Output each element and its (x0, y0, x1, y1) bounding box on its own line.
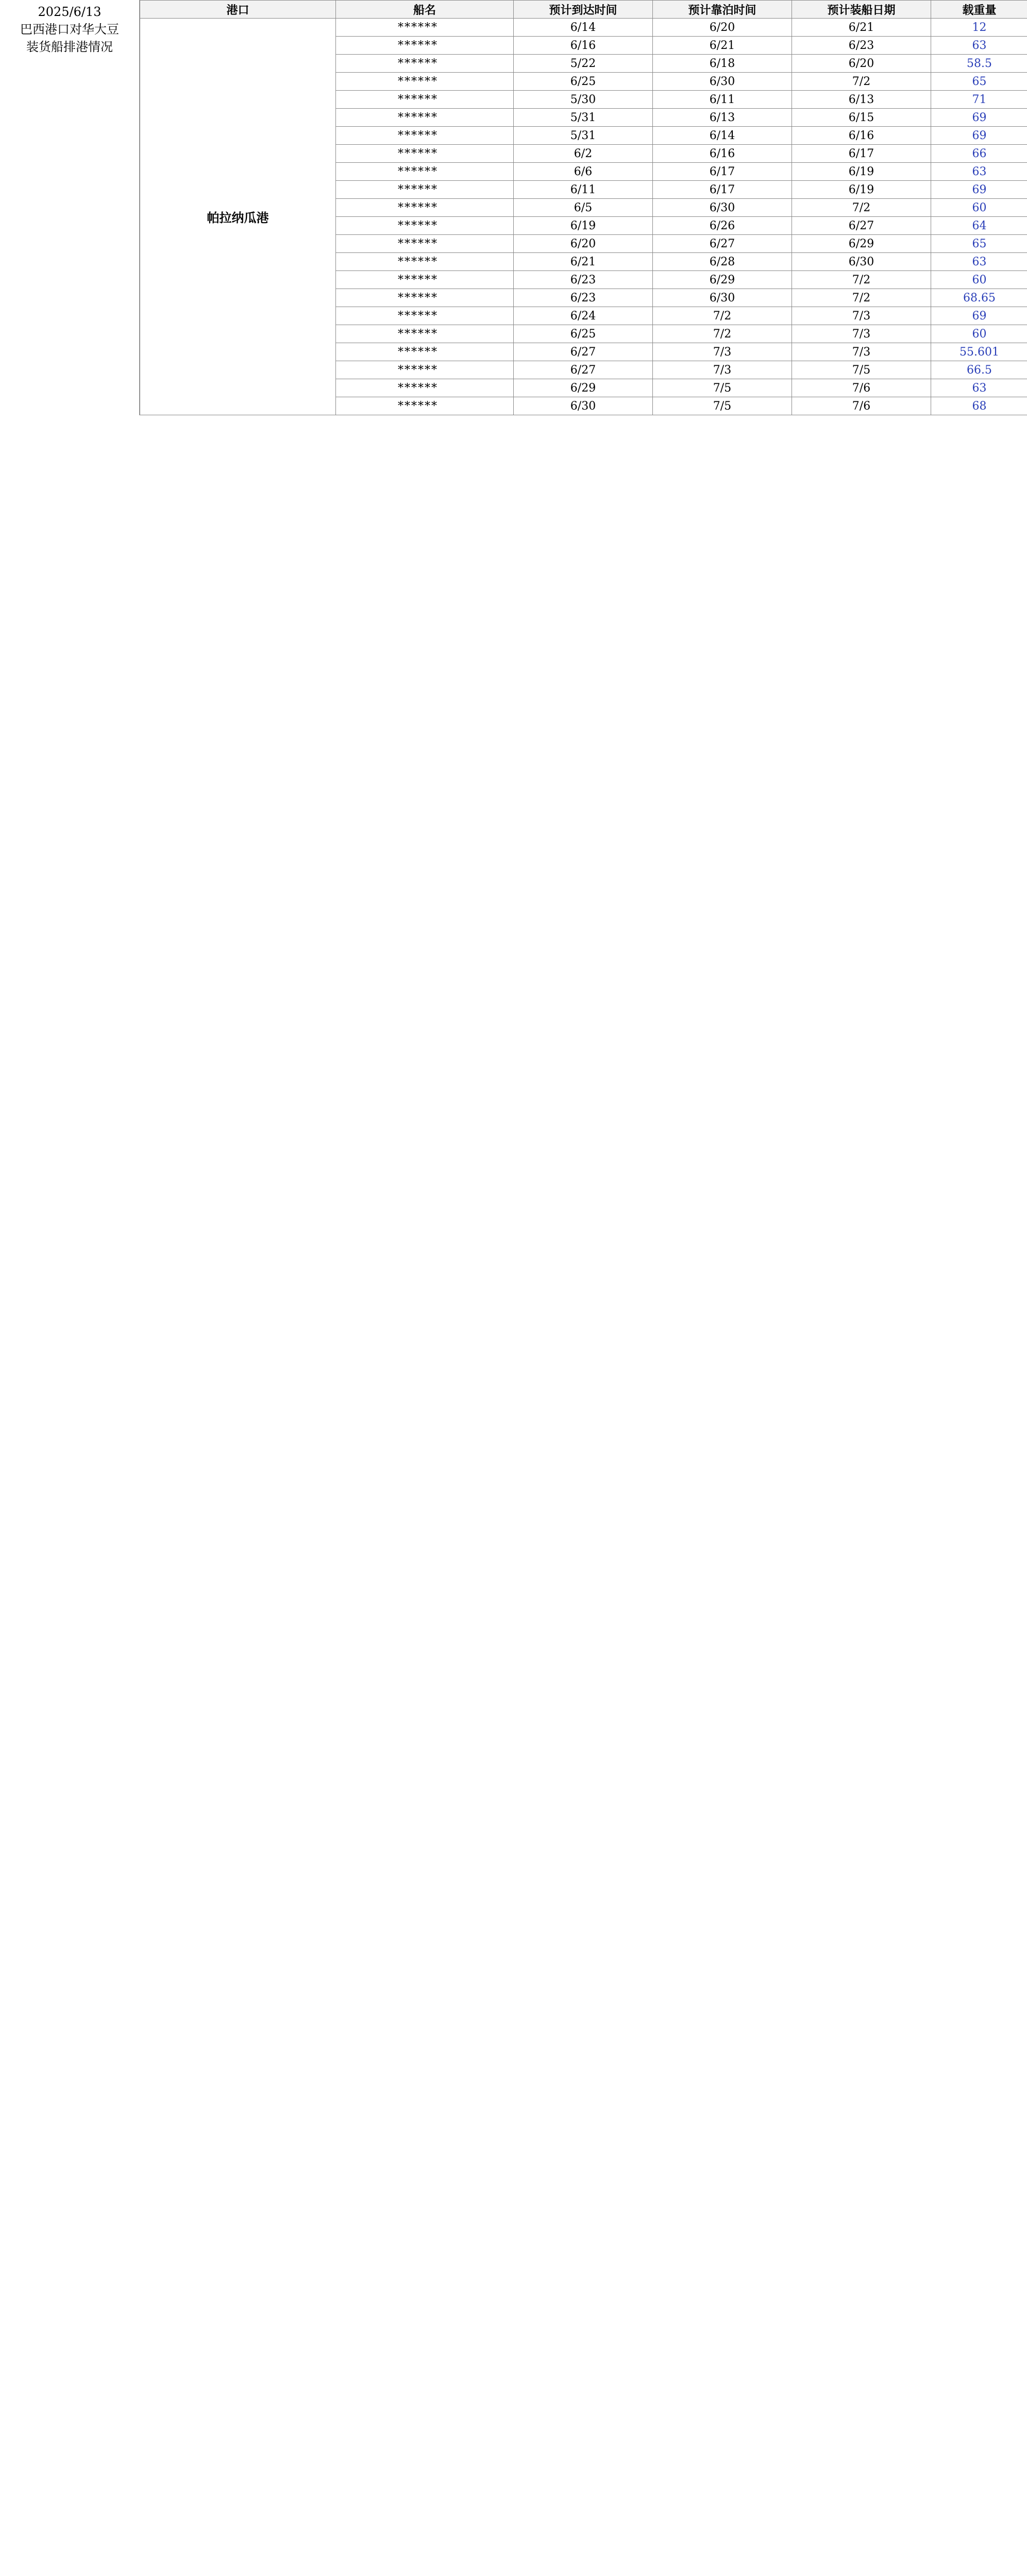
arrive-date: 6/16 (514, 37, 653, 55)
arrive-date: 6/19 (514, 217, 653, 235)
ship-name: ****** (336, 271, 514, 289)
load-date: 7/3 (792, 307, 931, 325)
ship-name: ****** (336, 109, 514, 127)
load-qty: 69 (931, 181, 1027, 199)
arrive-date: 6/5 (514, 199, 653, 217)
load-qty: 71 (931, 91, 1027, 109)
table-row (140, 19, 1027, 37)
load-qty: 64 (931, 217, 1027, 235)
arrive-date: 6/14 (514, 19, 653, 37)
ship-name: ****** (336, 163, 514, 181)
berth-date: 6/21 (653, 37, 792, 55)
load-date: 7/6 (792, 379, 931, 397)
arrive-date: 6/27 (514, 361, 653, 379)
ship-name: ****** (336, 181, 514, 199)
berth-date: 7/3 (653, 361, 792, 379)
berth-date: 6/18 (653, 55, 792, 73)
ship-name: ****** (336, 235, 514, 253)
load-qty: 12 (931, 19, 1027, 37)
ship-name: ****** (336, 199, 514, 217)
load-qty: 60 (931, 199, 1027, 217)
header-port: 港口 (140, 1, 336, 19)
report-sheet (0, 0, 1027, 415)
report-title-line1: 巴西港口对华大豆 (20, 22, 119, 37)
shipping-lineup-table (140, 0, 1027, 415)
ship-name: ****** (336, 397, 514, 415)
ship-name: ****** (336, 361, 514, 379)
arrive-date: 6/25 (514, 325, 653, 343)
load-date: 6/13 (792, 91, 931, 109)
ship-name: ****** (336, 289, 514, 307)
arrive-date: 6/25 (514, 73, 653, 91)
load-date: 6/20 (792, 55, 931, 73)
load-qty: 66 (931, 145, 1027, 163)
ship-name: ****** (336, 37, 514, 55)
berth-date: 6/20 (653, 19, 792, 37)
table-header-row (140, 1, 1027, 19)
berth-date: 6/30 (653, 289, 792, 307)
load-qty: 63 (931, 379, 1027, 397)
load-qty: 69 (931, 127, 1027, 145)
load-qty: 60 (931, 271, 1027, 289)
ship-name: ****** (336, 217, 514, 235)
header-berth: 预计靠泊时间 (653, 1, 792, 19)
report-title-line2: 装货船排港情况 (26, 40, 113, 54)
ship-name: ****** (336, 379, 514, 397)
load-date: 6/15 (792, 109, 931, 127)
berth-date: 6/27 (653, 235, 792, 253)
berth-date: 6/30 (653, 73, 792, 91)
berth-date: 6/14 (653, 127, 792, 145)
berth-date: 7/2 (653, 325, 792, 343)
arrive-date: 6/20 (514, 235, 653, 253)
load-date: 7/2 (792, 271, 931, 289)
load-date: 7/2 (792, 199, 931, 217)
arrive-date: 6/11 (514, 181, 653, 199)
berth-date: 6/17 (653, 181, 792, 199)
header-load: 预计装船日期 (792, 1, 931, 19)
header-arrive: 预计到达时间 (514, 1, 653, 19)
load-date: 6/19 (792, 181, 931, 199)
load-date: 7/6 (792, 397, 931, 415)
ship-name: ****** (336, 343, 514, 361)
ship-name: ****** (336, 253, 514, 271)
table-body (140, 19, 1027, 415)
arrive-date: 6/23 (514, 271, 653, 289)
load-date: 6/19 (792, 163, 931, 181)
arrive-date: 6/29 (514, 379, 653, 397)
load-date: 7/3 (792, 325, 931, 343)
load-date: 7/2 (792, 73, 931, 91)
arrive-date: 5/30 (514, 91, 653, 109)
berth-date: 6/13 (653, 109, 792, 127)
ship-name: ****** (336, 307, 514, 325)
ship-name: ****** (336, 91, 514, 109)
berth-date: 6/17 (653, 163, 792, 181)
load-qty: 63 (931, 163, 1027, 181)
berth-date: 6/11 (653, 91, 792, 109)
ship-name: ****** (336, 19, 514, 37)
load-qty: 69 (931, 307, 1027, 325)
load-date: 6/21 (792, 19, 931, 37)
header-qty: 载重量 (931, 1, 1027, 19)
berth-date: 7/5 (653, 379, 792, 397)
ship-name: ****** (336, 127, 514, 145)
load-qty: 69 (931, 109, 1027, 127)
ship-name: ****** (336, 325, 514, 343)
ship-name: ****** (336, 73, 514, 91)
load-qty: 63 (931, 37, 1027, 55)
load-qty: 63 (931, 253, 1027, 271)
load-qty: 68 (931, 397, 1027, 415)
title-block (0, 0, 140, 415)
berth-date: 7/2 (653, 307, 792, 325)
berth-date: 7/5 (653, 397, 792, 415)
load-date: 6/17 (792, 145, 931, 163)
berth-date: 7/3 (653, 343, 792, 361)
load-date: 6/27 (792, 217, 931, 235)
port-name: 帕拉纳瓜港 (140, 19, 336, 415)
arrive-date: 5/31 (514, 109, 653, 127)
header-ship: 船名 (336, 1, 514, 19)
load-qty: 65 (931, 235, 1027, 253)
load-date: 7/3 (792, 343, 931, 361)
berth-date: 6/26 (653, 217, 792, 235)
ship-name: ****** (336, 55, 514, 73)
report-date: 2025/6/13 (38, 5, 102, 19)
berth-date: 6/28 (653, 253, 792, 271)
arrive-date: 6/23 (514, 289, 653, 307)
ship-name: ****** (336, 145, 514, 163)
load-qty: 58.5 (931, 55, 1027, 73)
arrive-date: 5/22 (514, 55, 653, 73)
arrive-date: 6/30 (514, 397, 653, 415)
load-qty: 60 (931, 325, 1027, 343)
arrive-date: 6/27 (514, 343, 653, 361)
arrive-date: 6/2 (514, 145, 653, 163)
arrive-date: 6/21 (514, 253, 653, 271)
berth-date: 6/16 (653, 145, 792, 163)
load-date: 7/2 (792, 289, 931, 307)
arrive-date: 5/31 (514, 127, 653, 145)
load-date: 6/23 (792, 37, 931, 55)
load-date: 6/16 (792, 127, 931, 145)
berth-date: 6/30 (653, 199, 792, 217)
berth-date: 6/29 (653, 271, 792, 289)
load-qty: 55.601 (931, 343, 1027, 361)
load-qty: 68.65 (931, 289, 1027, 307)
load-date: 6/30 (792, 253, 931, 271)
load-qty: 65 (931, 73, 1027, 91)
load-qty: 66.5 (931, 361, 1027, 379)
load-date: 7/5 (792, 361, 931, 379)
arrive-date: 6/24 (514, 307, 653, 325)
load-date: 6/29 (792, 235, 931, 253)
arrive-date: 6/6 (514, 163, 653, 181)
